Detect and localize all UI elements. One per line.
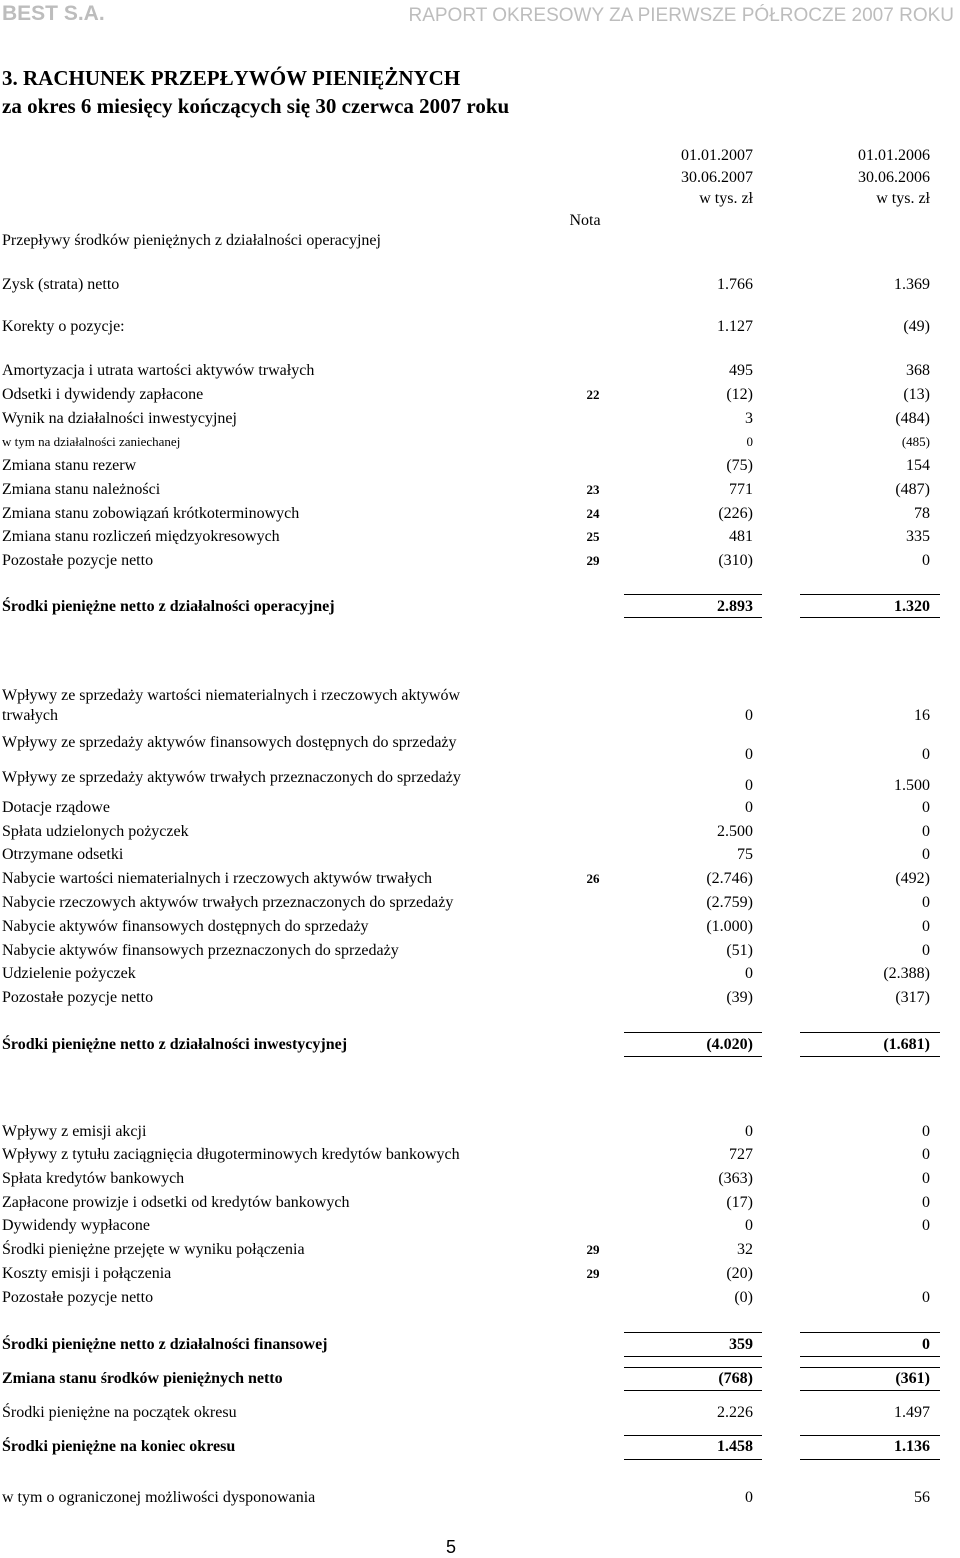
col1-to: 30.06.2007 xyxy=(681,169,753,186)
total-rule xyxy=(624,1435,762,1436)
table-row-label: Zmiana stanu rozliczeń międzyokresowych xyxy=(2,528,280,545)
table-row-v2: (484) xyxy=(895,410,930,427)
table-row-v2: (2.388) xyxy=(883,965,930,982)
table-row-v2: 368 xyxy=(906,362,930,379)
opening-cash-v2: 1.497 xyxy=(894,1404,930,1421)
net-profit-v2: 1.369 xyxy=(894,276,930,293)
table-row-v2: 0 xyxy=(922,552,930,569)
table-row-label: Otrzymane odsetki xyxy=(2,846,124,863)
total-rule xyxy=(800,1332,940,1333)
nota-header: Nota xyxy=(569,212,601,229)
table-row-label: Wpływy ze sprzedaży aktywów finansowych dostępnych do sprzedaży xyxy=(2,734,457,751)
table-row-label: Wynik na działalności inwestycyjnej xyxy=(2,410,237,427)
table-row-v1: (363) xyxy=(718,1170,753,1187)
net-profit-label: Zysk (strata) netto xyxy=(2,276,120,293)
table-row-v2: 154 xyxy=(906,457,930,474)
closing-cash-v2: 1.136 xyxy=(894,1438,930,1455)
table-row-label: Zmiana stanu rezerw xyxy=(2,457,137,474)
table-row-v2: 0 xyxy=(922,823,930,840)
opening-cash-v1: 2.226 xyxy=(717,1404,753,1421)
table-row-label: Nabycie wartości niematerialnych i rzeczowych aktywów trwałych xyxy=(2,870,433,887)
table-row-label: Pozostałe pozycje netto xyxy=(2,1289,154,1306)
closing-cash-label: Środki pieniężne na koniec okresu xyxy=(2,1438,236,1455)
restricted-cash-v2: 56 xyxy=(914,1489,930,1506)
table-row-label: Nabycie aktywów finansowych przeznaczonych do sprzedaży xyxy=(2,942,399,959)
table-row-v2: (485) xyxy=(901,434,930,449)
table-row-v1: 0 xyxy=(745,777,753,794)
table-row-v1: 32 xyxy=(737,1241,753,1258)
operating-total-v1: 2.893 xyxy=(717,598,753,615)
col2-from: 01.01.2006 xyxy=(858,147,930,164)
col2-to: 30.06.2006 xyxy=(858,169,930,186)
table-row-v1: 0 xyxy=(745,799,753,816)
table-row-label: Wpływy z tytułu zaciągnięcia długoterminowych kredytów bankowych xyxy=(2,1146,460,1163)
table-row-v2: (13) xyxy=(903,386,930,403)
table-row-v2: 0 xyxy=(922,846,930,863)
table-row-v1: (20) xyxy=(726,1265,753,1282)
col1-unit: w tys. zł xyxy=(699,190,753,207)
table-row-note: 24 xyxy=(586,506,600,521)
table-row-label: Pozostałe pozycje netto xyxy=(2,989,154,1006)
table-row-v1: (17) xyxy=(726,1194,753,1211)
table-row-v2: 0 xyxy=(922,746,930,763)
table-row-label: Zmiana stanu należności xyxy=(2,481,161,498)
net-change-v2: (361) xyxy=(895,1370,930,1387)
net-change-v1: (768) xyxy=(718,1370,753,1387)
table-row-label: Pozostałe pozycje netto xyxy=(2,552,154,569)
restricted-cash-label: w tym o ograniczonej możliwości dysponowania xyxy=(2,1489,316,1506)
investing-total-v2: (1.681) xyxy=(883,1036,930,1053)
total-rule xyxy=(624,1356,762,1357)
page-header xyxy=(0,0,960,32)
table-row-label: Wpływy ze sprzedaży aktywów trwałych przeznaczonych do sprzedaży xyxy=(2,769,461,786)
table-row-label: Wpływy ze sprzedaży wartości niematerialnych i rzeczowych aktywów xyxy=(2,687,461,704)
table-row-v2: 1.500 xyxy=(894,777,930,794)
table-row-v2: 0 xyxy=(922,1123,930,1140)
table-row-label: Nabycie aktywów finansowych dostępnych do sprzedaży xyxy=(2,918,369,935)
table-row-v1: 0 xyxy=(745,1123,753,1140)
operating-heading: Przepływy środków pieniężnych z działalności operacyjnej xyxy=(2,232,381,249)
table-row-v1: (2.746) xyxy=(706,870,753,887)
total-rule xyxy=(800,617,940,618)
total-rule xyxy=(624,1032,762,1033)
table-row-v1: (75) xyxy=(726,457,753,474)
total-rule xyxy=(624,617,762,618)
table-row-v1: (0) xyxy=(734,1289,753,1306)
financing-total-v1: 359 xyxy=(729,1336,753,1353)
total-rule xyxy=(624,1390,762,1391)
total-rule xyxy=(800,1390,940,1391)
table-row-note: 25 xyxy=(586,529,600,544)
table-row-v1: (310) xyxy=(718,552,753,569)
table-row-v1: 3 xyxy=(745,410,753,427)
col2-unit: w tys. zł xyxy=(876,190,930,207)
table-row-label: w tym na działalności zaniechanej xyxy=(2,434,181,449)
table-row-v1: (12) xyxy=(726,386,753,403)
table-row-label: Wpływy z emisji akcji xyxy=(2,1123,147,1140)
opening-cash-label: Środki pieniężne na początek okresu xyxy=(2,1404,237,1421)
total-rule xyxy=(624,1459,762,1460)
table-row-note: 23 xyxy=(586,482,600,497)
table-row-v2: (492) xyxy=(895,870,930,887)
table-row-v1: (39) xyxy=(726,989,753,1006)
table-row-label: Dotacje rządowe xyxy=(2,799,110,816)
table-row-v2: 335 xyxy=(906,528,930,545)
adjustments-v1: 1.127 xyxy=(717,318,753,335)
table-row-v2: 0 xyxy=(922,1289,930,1306)
table-row-label: Spłata kredytów bankowych xyxy=(2,1170,185,1187)
table-row-v1: 0 xyxy=(745,1217,753,1234)
table-row-label: Spłata udzielonych pożyczek xyxy=(2,823,189,840)
total-rule xyxy=(800,1356,940,1357)
table-row-label-cont: trwałych xyxy=(2,707,58,724)
table-row-v2: (487) xyxy=(895,481,930,498)
page-number: 5 xyxy=(446,1537,457,1557)
table-row-label: Zmiana stanu zobowiązań krótkoterminowych xyxy=(2,505,300,522)
table-row-v2: 0 xyxy=(922,799,930,816)
table-row-v1: (1.000) xyxy=(706,918,753,935)
table-row-v2: 0 xyxy=(922,1146,930,1163)
financing-total-label: Środki pieniężne netto z działalności finansowej xyxy=(2,1336,328,1353)
table-row-v2: 0 xyxy=(922,894,930,911)
adjustments-v2: (49) xyxy=(903,318,930,335)
total-rule xyxy=(800,1459,940,1460)
table-row-v1: (2.759) xyxy=(706,894,753,911)
table-row-v1: 495 xyxy=(729,362,753,379)
table-row-label: Amortyzacja i utrata wartości aktywów trwałych xyxy=(2,362,315,379)
table-row-note: 29 xyxy=(586,1266,600,1281)
table-row-note: 22 xyxy=(586,387,600,402)
total-rule xyxy=(624,594,762,595)
table-row-v2: (317) xyxy=(895,989,930,1006)
table-row-v2: 0 xyxy=(922,1194,930,1211)
operating-total-v2: 1.320 xyxy=(894,598,930,615)
table-row-v2: 78 xyxy=(914,505,930,522)
table-row-label: Zapłacone prowizje i odsetki od kredytów bankowych xyxy=(2,1194,350,1211)
table-row-v1: 2.500 xyxy=(717,823,753,840)
table-row-v2: 0 xyxy=(922,942,930,959)
table-row-v2: 0 xyxy=(922,1217,930,1234)
total-rule xyxy=(624,1056,762,1057)
financing-total-v2: 0 xyxy=(922,1336,930,1353)
table-row-v1: 727 xyxy=(729,1146,753,1163)
table-row-label: Koszty emisji i połączenia xyxy=(2,1265,172,1282)
net-change-label: Zmiana stanu środków pieniężnych netto xyxy=(2,1370,283,1387)
table-row-label: Środki pieniężne przejęte w wyniku połączenia xyxy=(2,1241,305,1258)
company-name: BEST S.A. xyxy=(2,2,105,25)
table-row-v1: 481 xyxy=(729,528,753,545)
table-row-note: 26 xyxy=(586,871,600,886)
table-row-v1: 0 xyxy=(746,434,753,449)
table-row-v1: 0 xyxy=(745,707,753,724)
table-row-v2: 0 xyxy=(922,918,930,935)
report-title: RAPORT OKRESOWY ZA PIERWSZE PÓŁROCZE 2007 ROKU xyxy=(408,5,954,26)
total-rule xyxy=(800,594,940,595)
table-row-note: 29 xyxy=(586,1242,600,1257)
total-rule xyxy=(800,1032,940,1033)
table-row-v2: 0 xyxy=(922,1170,930,1187)
table-row-label: Udzielenie pożyczek xyxy=(2,965,136,982)
statement-period: za okres 6 miesięcy kończących się 30 czerwca 2007 roku xyxy=(2,94,510,118)
table-row-v1: 0 xyxy=(745,746,753,763)
table-row-label: Odsetki i dywidendy zapłacone xyxy=(2,386,204,403)
operating-total-label: Środki pieniężne netto z działalności operacyjnej xyxy=(2,598,335,615)
total-rule xyxy=(800,1435,940,1436)
investing-total-v1: (4.020) xyxy=(706,1036,753,1053)
table-row-v1: (226) xyxy=(718,505,753,522)
adjustments-label: Korekty o pozycje: xyxy=(2,318,125,335)
total-rule xyxy=(800,1056,940,1057)
table-row-label: Nabycie rzeczowych aktywów trwałych przeznaczonych do sprzedaży xyxy=(2,894,454,911)
total-rule xyxy=(624,1332,762,1333)
table-row-v2: 16 xyxy=(914,707,930,724)
table-row-label: Dywidendy wypłacone xyxy=(2,1217,150,1234)
restricted-cash-v1: 0 xyxy=(745,1489,753,1506)
closing-cash-v1: 1.458 xyxy=(717,1438,753,1455)
col1-from: 01.01.2007 xyxy=(681,147,753,164)
total-rule xyxy=(624,1367,762,1368)
table-row-v1: (51) xyxy=(726,942,753,959)
net-profit-v1: 1.766 xyxy=(717,276,753,293)
table-row-v1: 75 xyxy=(737,846,753,863)
table-row-v1: 0 xyxy=(745,965,753,982)
table-row-v1: 771 xyxy=(729,481,753,498)
total-rule xyxy=(800,1367,940,1368)
investing-total-label: Środki pieniężne netto z działalności inwestycyjnej xyxy=(2,1036,348,1053)
statement-title: 3. RACHUNEK PRZEPŁYWÓW PIENIĘŻNYCH xyxy=(2,66,461,90)
table-row-note: 29 xyxy=(586,553,600,568)
